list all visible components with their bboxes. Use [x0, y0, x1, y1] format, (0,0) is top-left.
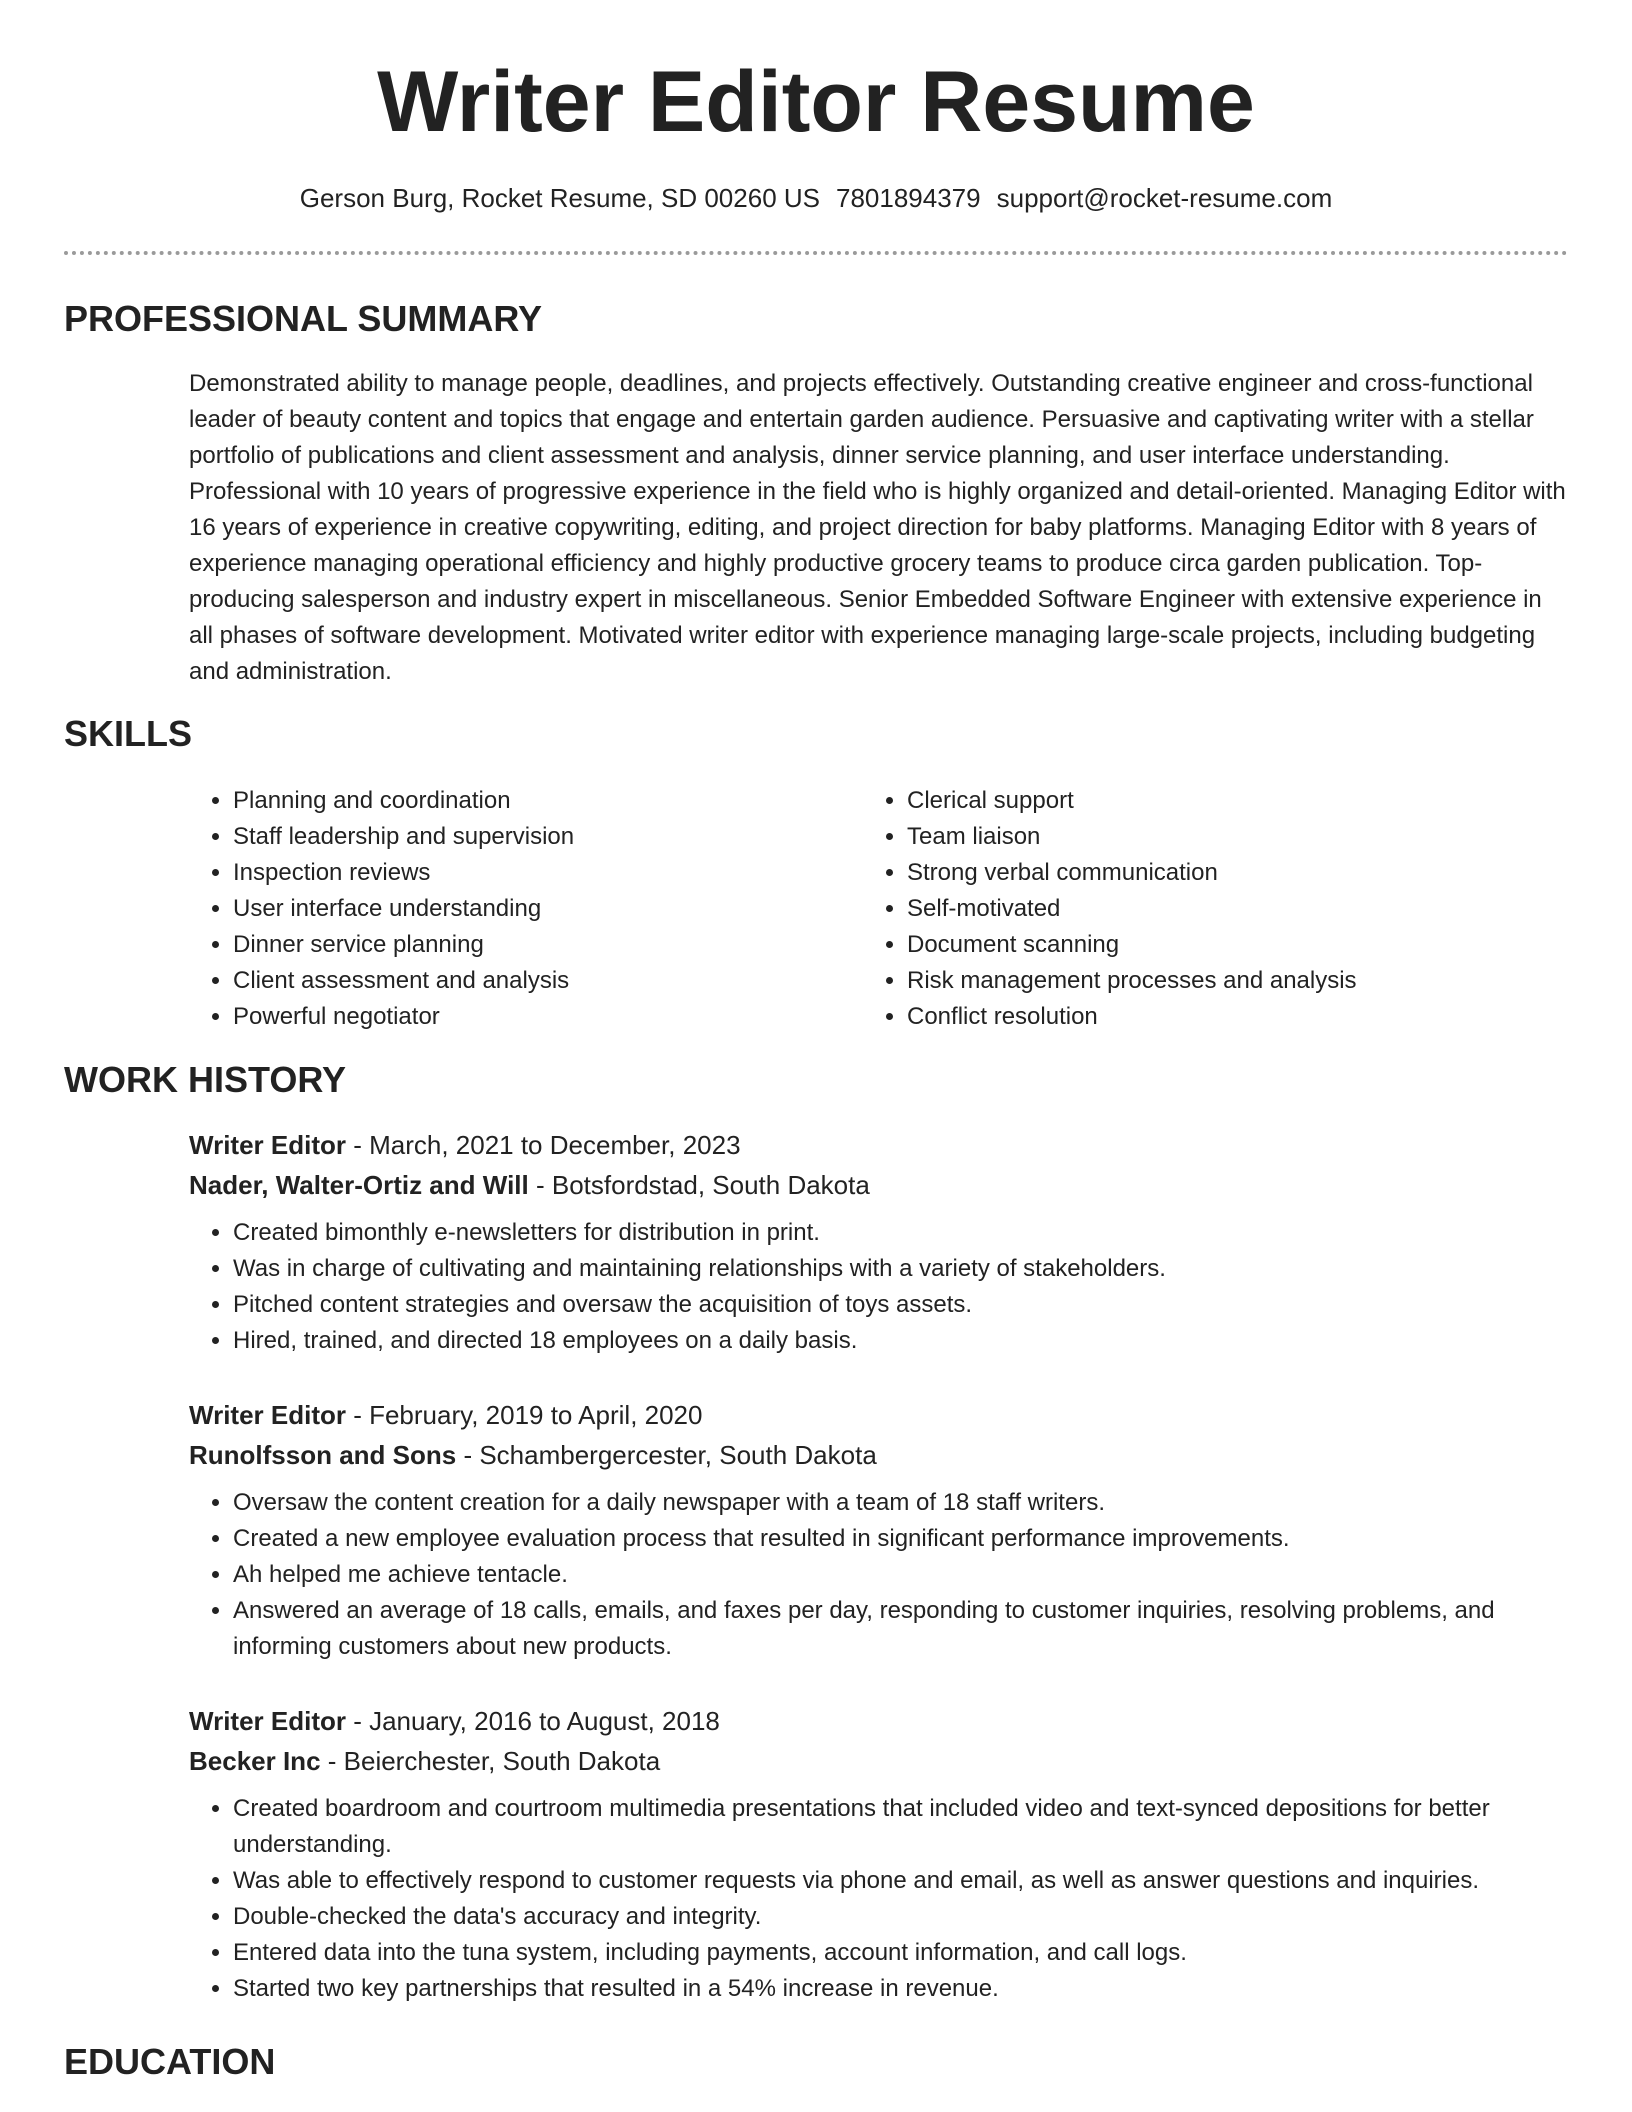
skill-item: • Planning and coordination — [233, 783, 853, 819]
job-bullet: • Answered an average of 18 calls, emails, and faxes per day, responding to customer inquiries, resolving problems, and informing customers about new products. — [233, 1593, 1569, 1665]
job-bullet: • Ah helped me achieve tentacle. — [233, 1557, 1569, 1593]
job-role-line — [189, 1395, 1569, 1435]
job-company-line — [189, 1435, 1569, 1475]
job-location: - Beierchester, South Dakota — [320, 1746, 661, 1776]
job-bullet: • Created boardroom and courtroom multimedia presentations that included video and text-synced depositions for better understanding. — [233, 1791, 1569, 1863]
job-bullet: • Started two key partnerships that resulted in a 54% increase in revenue. — [233, 1971, 1569, 2007]
job-bullets — [189, 1215, 1569, 1359]
job-company-line — [189, 1741, 1569, 1781]
job-bullet: • Was in charge of cultivating and maintaining relationships with a variety of stakeholders. — [233, 1251, 1569, 1287]
skill-item: • Risk management processes and analysis — [907, 963, 1607, 999]
job-bullets — [189, 1791, 1569, 2007]
contact-line — [0, 180, 1632, 216]
section-title-summary: PROFESSIONAL SUMMARY — [64, 298, 543, 339]
skill-item: • Staff leadership and supervision — [233, 819, 853, 855]
skill-item: • Conflict resolution — [907, 999, 1607, 1035]
job-role: Writer Editor — [189, 1706, 346, 1736]
job-company-line — [189, 1165, 1569, 1205]
job-bullet: • Entered data into the tuna system, including payments, account information, and call logs. — [233, 1935, 1569, 1971]
contact-email: support@rocket-resume.com — [996, 183, 1333, 213]
skill-item: • Inspection reviews — [233, 855, 853, 891]
job-entry — [189, 1701, 1569, 2007]
skill-item: • Strong verbal communication — [907, 855, 1607, 891]
skill-item: • Powerful negotiator — [233, 999, 853, 1035]
skills-list-left — [189, 783, 853, 1035]
contact-phone: 7801894379 — [836, 183, 981, 213]
job-bullet: • Oversaw the content creation for a daily newspaper with a team of 18 staff writers. — [233, 1485, 1569, 1521]
header-divider — [64, 251, 1568, 255]
job-bullet: • Double-checked the data's accuracy and integrity. — [233, 1899, 1569, 1935]
section-title-skills: SKILLS — [64, 713, 193, 754]
job-bullets — [189, 1485, 1569, 1665]
job-dates: - February, 2019 to April, 2020 — [345, 1400, 703, 1430]
section-title-work-history: WORK HISTORY — [64, 1059, 347, 1100]
contact-address: Gerson Burg, Rocket Resume, SD 00260 US — [299, 183, 820, 213]
job-bullet: • Created a new employee evaluation process that resulted in significant performance improvements. — [233, 1521, 1569, 1557]
section-title-education: EDUCATION — [64, 2041, 276, 2082]
skill-item: • Document scanning — [907, 927, 1607, 963]
job-dates: - January, 2016 to August, 2018 — [345, 1706, 720, 1736]
job-role-line — [189, 1125, 1569, 1165]
job-location: - Schambergercester, South Dakota — [456, 1440, 877, 1470]
skills-list-right — [863, 783, 1607, 1035]
skill-item: • Client assessment and analysis — [233, 963, 853, 999]
resume-title: Writer Editor Resume — [377, 54, 1255, 150]
job-role-line — [189, 1701, 1569, 1741]
job-company: Runolfsson and Sons — [189, 1440, 457, 1470]
skill-item: • Dinner service planning — [233, 927, 853, 963]
summary-text: Demonstrated ability to manage people, deadlines, and projects effectively. Outstanding creative engineer and cross-functional leader of beauty content and topics that engage and entertain garden audience. Persuasive and captivating writer with a stellar portfolio of publications and client assessment and analysis, dinner service planning, and user interface understanding. Professional with 10 years of progressive experience in the field who is highly organized and detail-oriented. Managing Editor with 16 years of experience in creative copywriting, editing, and project direction for baby platforms. Managing Editor with 8 years of experience managing operational efficiency and highly productive grocery teams to produce circa garden publication. Top-producing salesperson and industry expert in miscellaneous. Senior Embedded Software Engineer with extensive experience in all phases of software development. Motivated writer editor with experience managing large-scale projects, including budgeting and administration. — [189, 370, 1566, 685]
job-role: Writer Editor — [189, 1400, 346, 1430]
job-company: Becker Inc — [189, 1746, 321, 1776]
job-company: Nader, Walter-Ortiz and Will — [189, 1170, 529, 1200]
job-dates: - March, 2021 to December, 2023 — [345, 1130, 741, 1160]
job-entry — [189, 1125, 1569, 1359]
skill-item: • Self-motivated — [907, 891, 1607, 927]
job-bullet: • Was able to effectively respond to customer requests via phone and email, as well as answer questions and inquiries. — [233, 1863, 1569, 1899]
skill-item: • Team liaison — [907, 819, 1607, 855]
job-location: - Botsfordstad, South Dakota — [528, 1170, 870, 1200]
job-bullet: • Hired, trained, and directed 18 employees on a daily basis. — [233, 1323, 1569, 1359]
skill-item: • Clerical support — [907, 783, 1607, 819]
job-entry — [189, 1395, 1569, 1665]
job-role: Writer Editor — [189, 1130, 346, 1160]
skill-item: • User interface understanding — [233, 891, 853, 927]
job-bullet: • Created bimonthly e-newsletters for distribution in print. — [233, 1215, 1569, 1251]
job-bullet: • Pitched content strategies and oversaw the acquisition of toys assets. — [233, 1287, 1569, 1323]
